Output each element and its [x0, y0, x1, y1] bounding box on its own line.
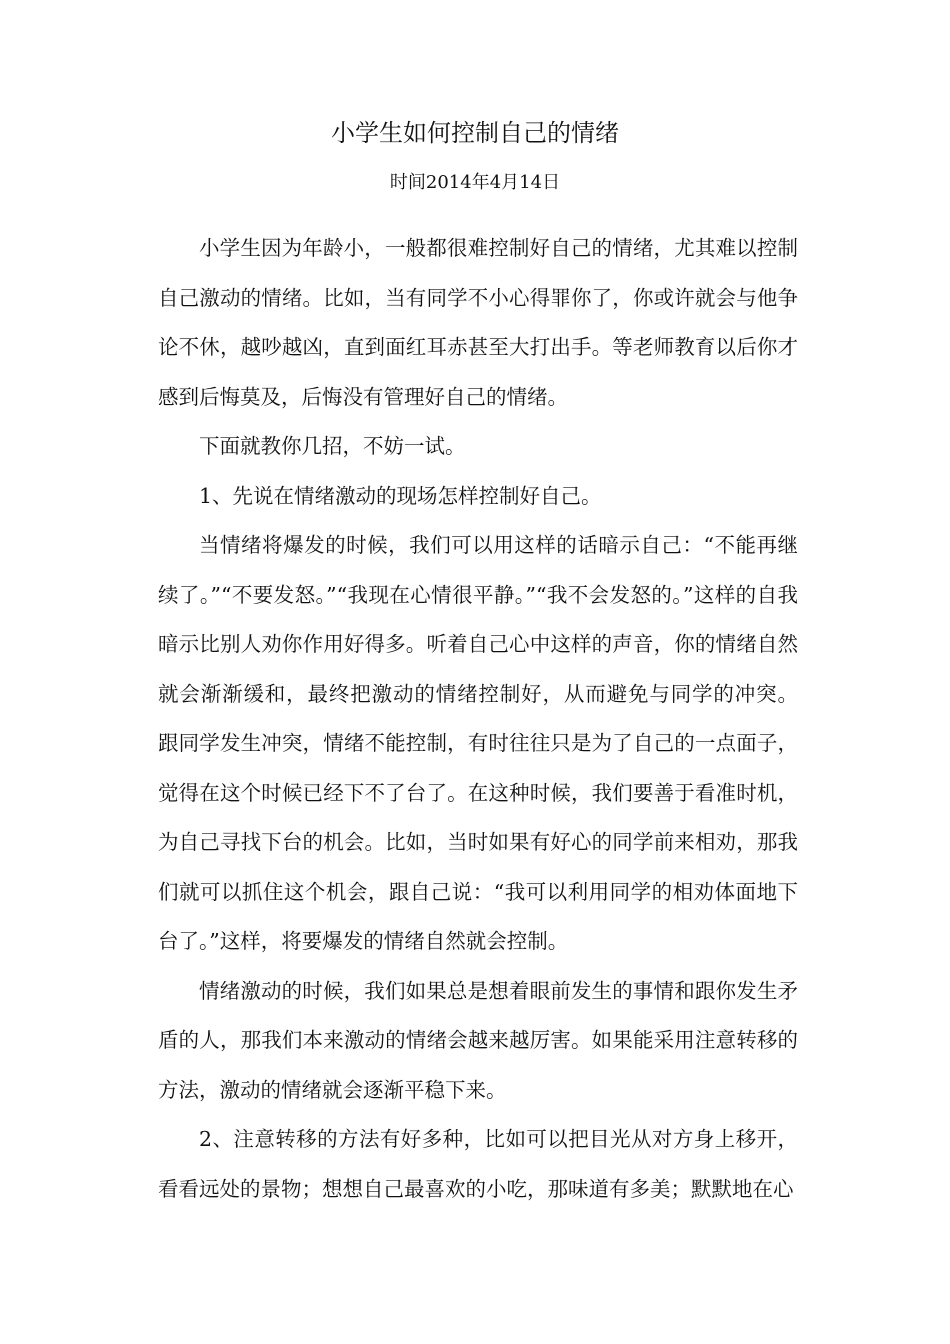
document-body [158, 224, 798, 1214]
paragraph-tips-intro: 下面就教你几招，不妨一试。 [199, 434, 466, 458]
document-date: 时间2014年4月14日 [389, 172, 561, 193]
paragraph-tip-1-heading: 1、先说在情绪激动的现场怎样控制好自己。 [199, 483, 602, 508]
paragraph-attention-shift: 情绪激动的时候，我们如果总是想着眼前发生的事情和跟你发生矛盾的人，那我们本来激动的情绪会越来越厉害。如果能采用注意转移的方法，激动的情绪就会逐渐平稳下来。 [158, 978, 798, 1102]
document-title: 小学生如何控制自己的情绪 [331, 119, 619, 147]
paragraph-tip-2: 2、注意转移的方法有好多种，比如可以把目光从对方身上移开，看看远处的景物；想想自己最喜欢的小吃，那味道有多美；默默地在心 [158, 1127, 798, 1201]
paragraph-self-suggestion: 当情绪将爆发的时候，我们可以用这样的话暗示自己：“不能再继续了。”“不要发怒。”“我现在心情很平静。”“我不会发怒的。”这样的自我暗示比别人劝你作用好得多。听着自己心中这样的声音，你的情绪自然就会渐渐缓和，最终把激动的情绪控制好，从而避免与同学的冲突。 跟同学发生冲突，情绪不能控制，有时往往只是为了自己的一点面子，觉得在这个时候已经下不了台了。在这种时候，我们要善于看准时机，为自己寻找下台的机会。比如，当时如果有好心的同学前来相劝，那我们就可以抓住这个机会，跟自己说：“我可以利用同学的相劝体面地下台了。”这样，将要爆发的情绪自然就会控制。 [158, 533, 798, 953]
paragraph-intro: 小学生因为年龄小，一般都很难控制好自己的情绪，尤其难以控制自己激动的情绪。比如，当有同学不小心得罪你了，你或许就会与他争论不休，越吵越凶，直到面红耳赤甚至大打出手。等老师教育以后你才感到后悔莫及，后悔没有管理好自己的情绪。 [158, 236, 798, 409]
